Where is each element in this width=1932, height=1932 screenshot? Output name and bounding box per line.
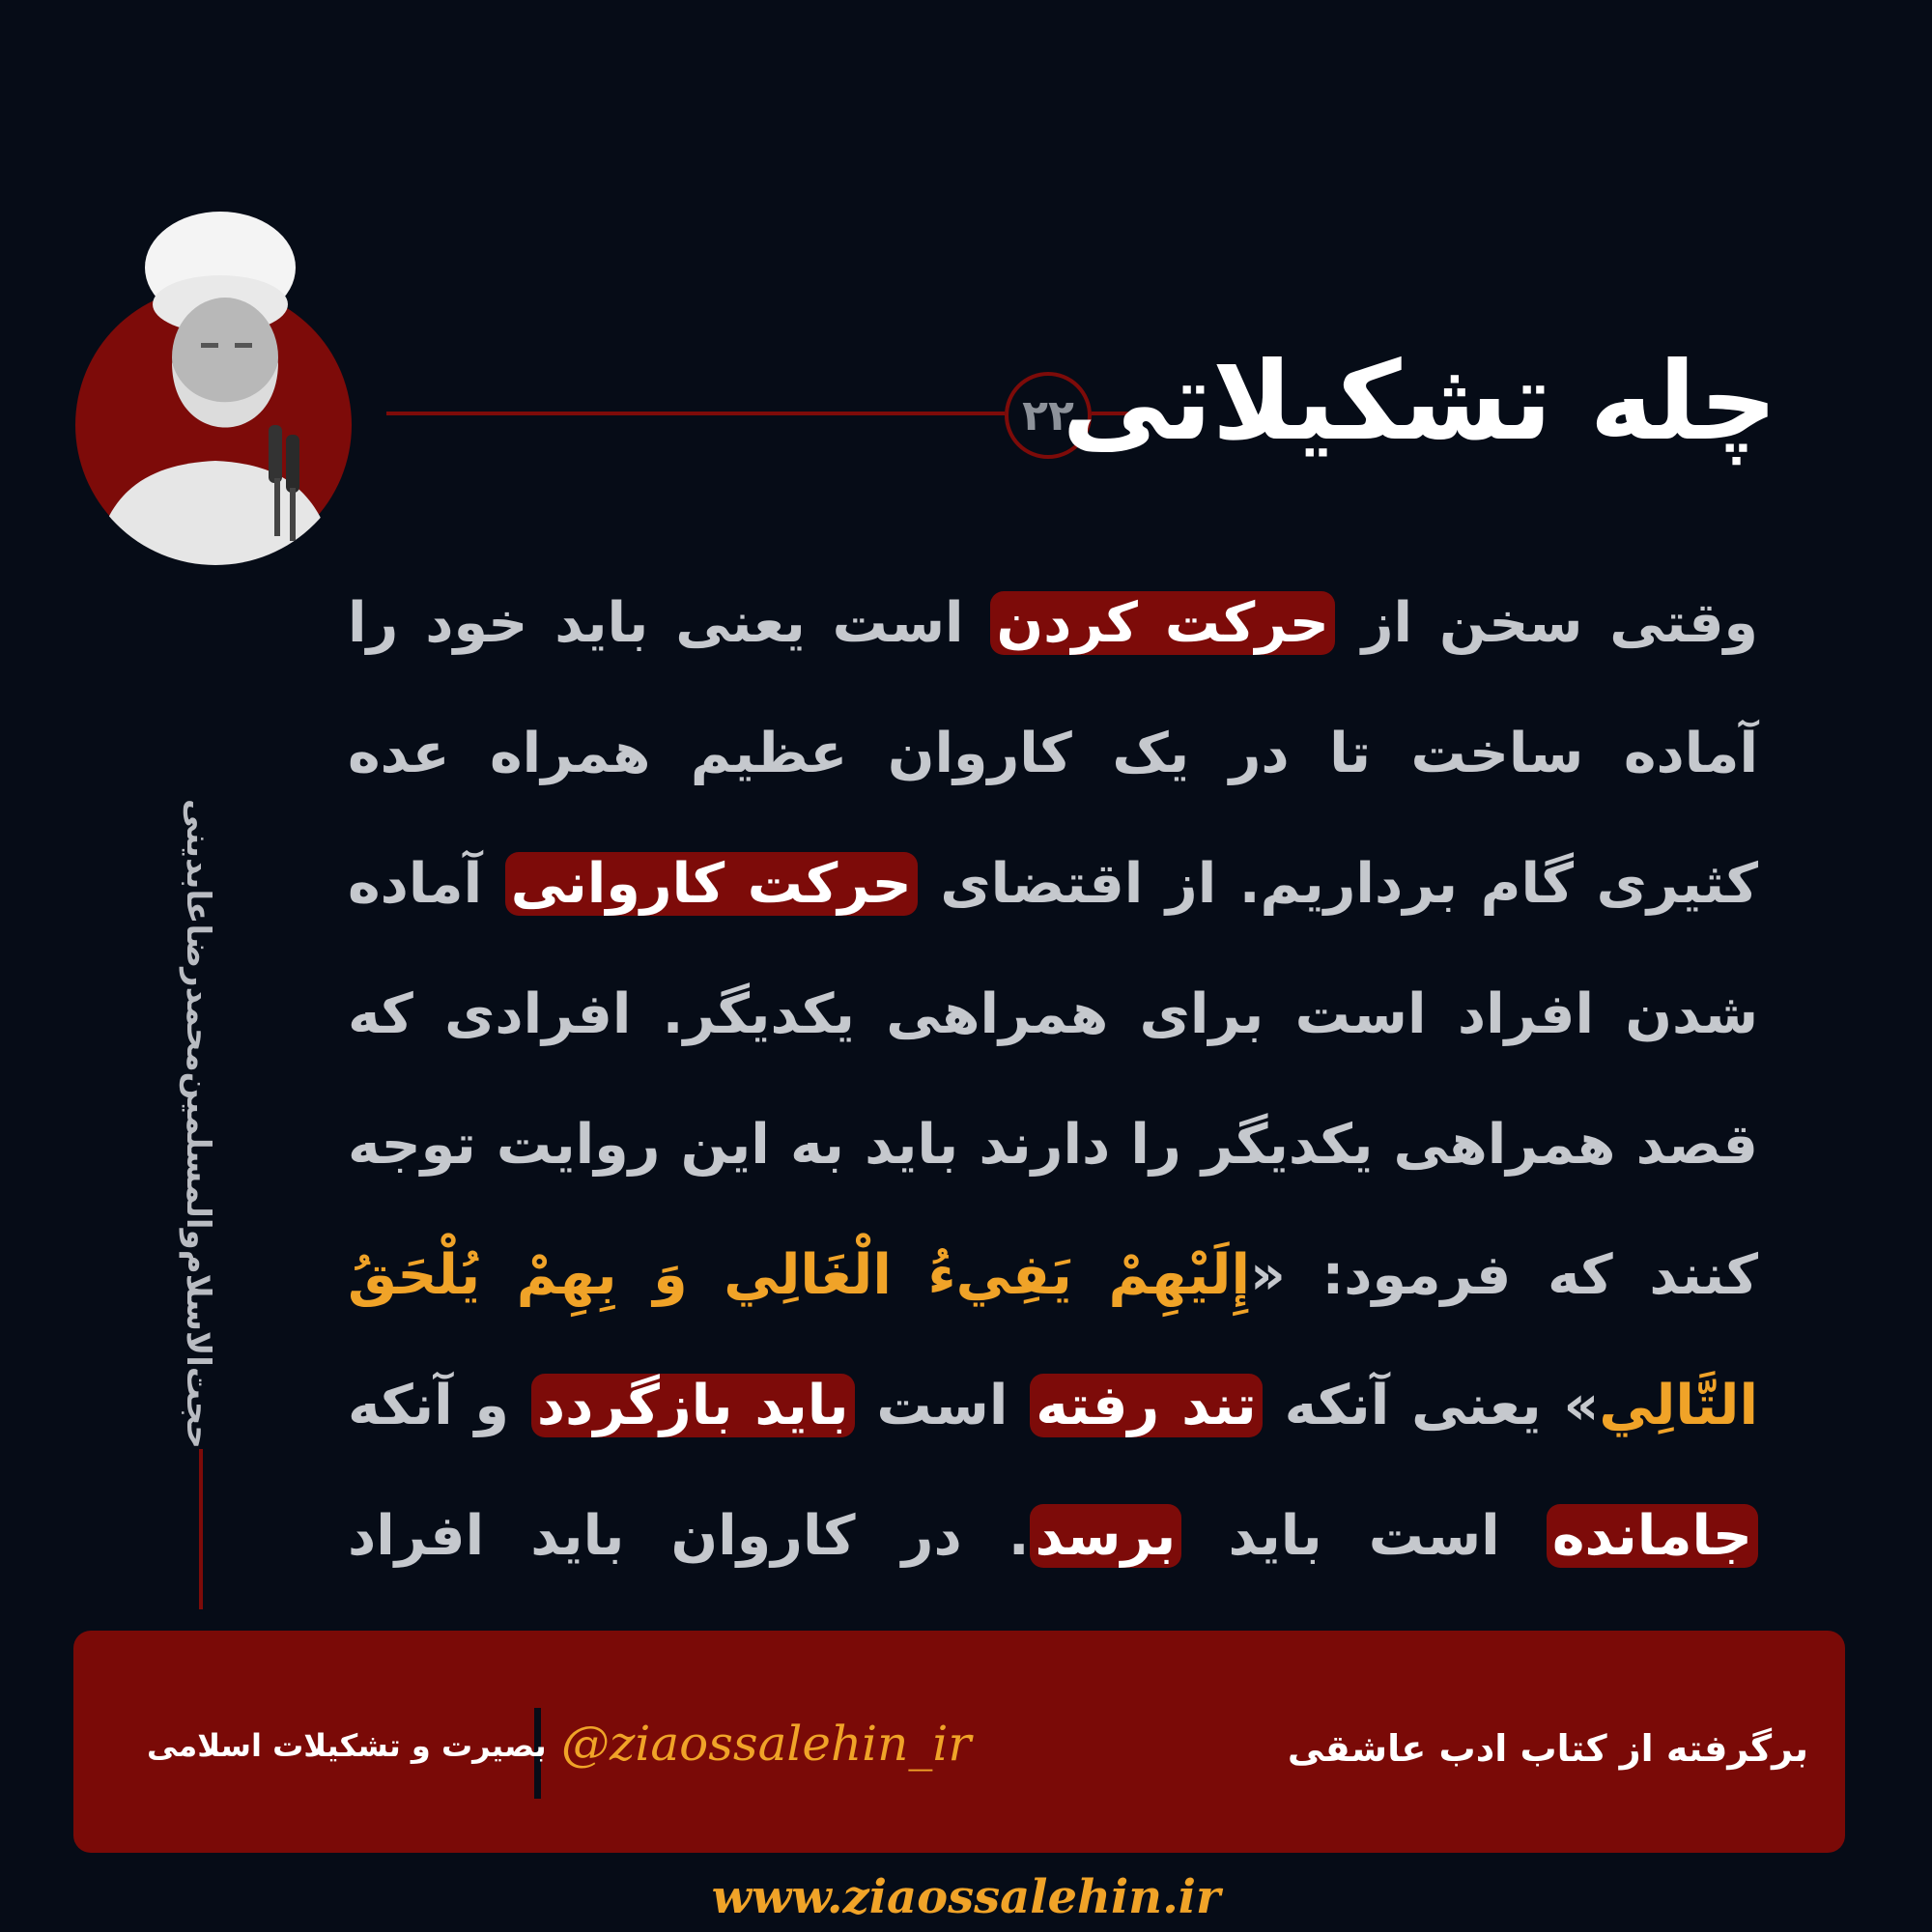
speaker-photo-icon [75, 208, 355, 565]
body-segment: . در کاروان باید افراد [348, 1504, 1030, 1568]
page-title: چله تشکیلاتی [1062, 339, 1777, 465]
body-segment: آماده شدن افراد است برای همراهی یکدیگر. افرادی که قصد همراهی یکدیگر را دارند باید به این روایت توجه کنند که فرمود: « [348, 852, 1758, 1307]
title-rule-left [386, 412, 1005, 415]
highlight-phrase: تند رفته [1030, 1374, 1262, 1437]
highlight-phrase: برسد [1030, 1504, 1182, 1568]
body-segment: است [854, 1374, 1031, 1437]
highlight-phrase: حرکت کاروانی [505, 852, 918, 916]
source-credit: برگرفته از کتاب ادب عاشقی [1287, 1727, 1808, 1770]
org-name: بصیرت و تشکیلات اسلامی [147, 1727, 547, 1764]
footer-band [73, 1631, 1845, 1853]
website-link[interactable]: www.ziaossalehin.ir [711, 1870, 1221, 1924]
speaker-portrait [75, 208, 355, 551]
speaker-divider [199, 1449, 203, 1609]
highlight-phrase: جامانده [1547, 1504, 1758, 1568]
body-segment: و آنکه [348, 1374, 531, 1437]
highlight-phrase: باید بازگردد [531, 1374, 855, 1437]
body-segment: » یعنی آنکه [1262, 1374, 1600, 1437]
highlight-phrase: حرکت کردن [990, 591, 1334, 655]
body-segment: است یعنی باید خود را آماده ساخت تا در یک کاروان عظیم همراه عده کثیری گام برداریم. از اقتضای [348, 591, 1758, 916]
episode-number: ۲۲ [1005, 372, 1092, 459]
hadith-quote: إِلَيْهِمْ يَفِيءُ الْغَالِي وَ بِهِمْ يُلْحَقُ التَّالِي [348, 1243, 1758, 1437]
social-handle[interactable]: @ziaossalehin_ir [561, 1716, 972, 1772]
body-text [348, 558, 1758, 1732]
body-segment: است باید [1181, 1504, 1547, 1568]
speaker-name: حجت‌الاسلام‌والمسلمین‌محمدرضاعابدینی [179, 799, 217, 1449]
body-segment: وقتی سخن از [1334, 591, 1758, 655]
